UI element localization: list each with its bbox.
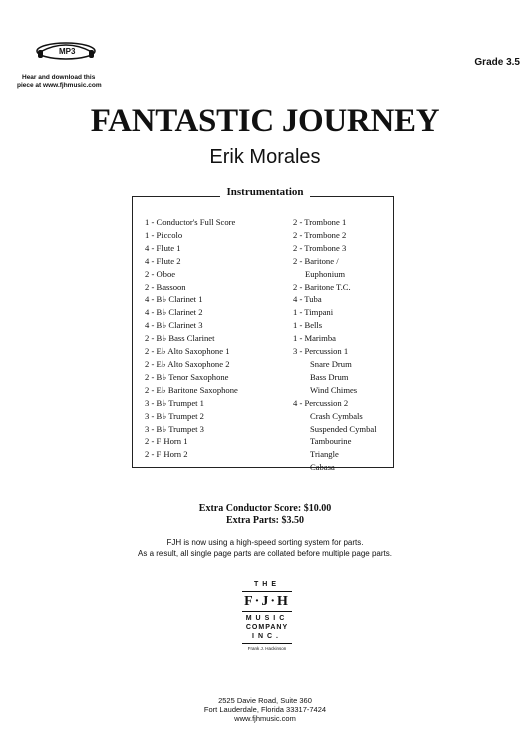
logo-inc: INC. bbox=[252, 633, 282, 640]
publisher-logo bbox=[242, 580, 292, 651]
instrument-item: 2 - Bassoon bbox=[145, 281, 186, 292]
piece-title: FANTASTIC JOURNEY bbox=[90, 103, 440, 139]
instrument-item-continued: Euphonium bbox=[305, 268, 346, 279]
instrumentation-left-column bbox=[145, 216, 238, 461]
instrument-item: 1 - Piccolo bbox=[145, 229, 183, 240]
instrument-item: 3 - B♭ Trumpet 3 bbox=[145, 423, 204, 434]
mp3-label: MP3 bbox=[59, 47, 76, 56]
percussion-subitem: Crash Cymbals bbox=[310, 410, 363, 421]
instrument-item: 3 - B♭ Trumpet 2 bbox=[145, 410, 204, 421]
instrument-item: 2 - E♭ Alto Saxophone 1 bbox=[145, 346, 230, 357]
percussion-subitem: Triangle bbox=[310, 449, 339, 460]
instrument-item: 3 - B♭ Trumpet 1 bbox=[145, 397, 204, 408]
instrument-item: 2 - Oboe bbox=[145, 268, 176, 279]
instrument-item: 2 - F Horn 2 bbox=[145, 449, 188, 460]
instrument-item: 1 - Marimba bbox=[293, 333, 336, 344]
instrument-item: 2 - B♭ Tenor Saxophone bbox=[145, 371, 229, 382]
logo-owner: Frank J. Hackinson bbox=[247, 646, 287, 651]
instrument-item: 2 - E♭ Baritone Saxophone bbox=[145, 384, 238, 395]
instrument-item: 3 - Percussion 1 bbox=[293, 346, 349, 357]
instrument-item: 4 - B♭ Clarinet 3 bbox=[145, 320, 203, 331]
instrument-item: 2 - B♭ Bass Clarinet bbox=[145, 333, 215, 344]
address-line2: Fort Lauderdale, Florida 33317-7424 bbox=[203, 705, 327, 714]
instrument-item: 4 - Flute 2 bbox=[145, 255, 181, 266]
instrumentation-right-column bbox=[293, 216, 377, 474]
instrument-item: 2 - Trombone 3 bbox=[293, 242, 347, 253]
instrument-item: 4 - B♭ Clarinet 1 bbox=[145, 294, 203, 305]
instrument-item: 2 - E♭ Alto Saxophone 2 bbox=[145, 358, 230, 369]
sorting-note-line2: As a result, all single page parts are collated before multiple page parts. bbox=[138, 549, 392, 558]
instrumentation-heading: Instrumentation bbox=[0, 186, 530, 198]
address-line1: 2525 Davie Road, Suite 360 bbox=[218, 696, 312, 705]
percussion-subitem: Suspended Cymbal bbox=[310, 423, 377, 434]
instrument-item: 2 - Baritone T.C. bbox=[293, 281, 351, 292]
composer-name: Erik Morales bbox=[209, 146, 321, 168]
logo-fjh: F·J·H bbox=[244, 594, 290, 609]
logo-the: THE bbox=[254, 581, 280, 588]
instrument-item: 2 - Trombone 2 bbox=[293, 229, 347, 240]
instrument-item: 1 - Bells bbox=[293, 320, 323, 331]
mp3-text-line1: Hear and download this bbox=[22, 74, 96, 81]
percussion-subitem: Snare Drum bbox=[310, 358, 352, 369]
instrument-item: 4 - B♭ Clarinet 2 bbox=[145, 307, 203, 318]
percussion-subitem: Cabasa bbox=[310, 462, 335, 473]
instrument-item: 1 - Timpani bbox=[293, 307, 334, 318]
extra-parts-price: Extra Parts: $3.50 bbox=[225, 515, 305, 526]
publisher-address bbox=[0, 696, 530, 723]
instrument-item: 4 - Tuba bbox=[293, 294, 322, 305]
instrument-item: 4 - Flute 1 bbox=[145, 242, 181, 253]
grade-level: Grade 3.5 bbox=[474, 57, 520, 68]
pricing-block bbox=[0, 503, 530, 527]
sorting-note bbox=[0, 537, 530, 559]
instrument-item: 2 - F Horn 1 bbox=[145, 436, 188, 447]
instrument-item: 2 - Baritone / bbox=[293, 255, 339, 266]
mp3-text-line2: piece at www.fjhmusic.com bbox=[17, 82, 102, 89]
conductor-score-price: Extra Conductor Score: $10.00 bbox=[198, 503, 332, 514]
logo-company: COMPANY bbox=[245, 624, 289, 631]
instrument-item: 1 - Conductor's Full Score bbox=[145, 217, 236, 227]
percussion-subitem: Wind Chimes bbox=[310, 384, 358, 395]
website: www.fjhmusic.com bbox=[234, 714, 296, 723]
instrument-item: 2 - Trombone 1 bbox=[293, 217, 347, 227]
percussion-subitem: Bass Drum bbox=[310, 371, 349, 382]
percussion-subitem: Tambourine bbox=[310, 436, 352, 447]
sorting-note-line1: FJH is now using a high-speed sorting system for parts. bbox=[166, 538, 364, 547]
logo-music: MUSIC bbox=[245, 615, 289, 622]
instrument-item: 4 - Percussion 2 bbox=[293, 397, 349, 408]
